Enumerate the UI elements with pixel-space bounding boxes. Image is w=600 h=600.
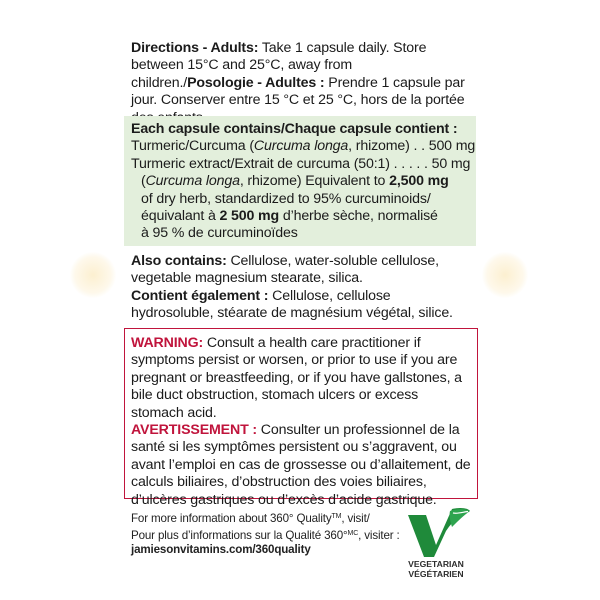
sun-watermark-icon <box>482 252 528 298</box>
trademark-mark: MC <box>347 529 359 537</box>
vegetarian-label-en: VEGETARIAN <box>408 559 464 569</box>
footer-text: Pour plus d’informations sur la Qualité 360° <box>131 528 348 542</box>
trademark-mark: TM <box>331 513 342 520</box>
ingredient-amount: 2,500 mg <box>389 173 449 190</box>
also-text-en: Cellulose, water-soluble cellulose, vegetable magnesium stearate, silica. <box>131 253 439 287</box>
footer-text: For more information about 360° Quality <box>131 512 332 525</box>
quality-line-en <box>131 510 411 527</box>
ingredient-text: équivalant à <box>141 208 220 225</box>
ingredient-standardized: of dry herb, standardized to 95% curcuminoids/ <box>141 190 431 207</box>
footer-text: , visit/ <box>341 512 370 525</box>
quality-info <box>131 510 411 558</box>
directions-heading-en: Directions - Adults: <box>131 40 259 56</box>
ingredient-text: , rhizome) Equivalent to <box>239 173 390 190</box>
footer-text: , visiter : <box>358 528 400 542</box>
latin-name: Curcuma longa <box>145 173 240 190</box>
warning-section <box>131 335 473 509</box>
warning-heading-en: WARNING: <box>131 335 204 351</box>
ingredient-equivalent <box>131 173 471 190</box>
quality-line-fr <box>131 527 411 544</box>
directions-heading-fr: Posologie - Adultes : <box>187 74 325 91</box>
directions-section <box>131 40 476 127</box>
ingredient-standardized-fr: à 95 % de curcuminoïdes <box>141 225 298 242</box>
ingredient-text: Turmeric/Curcuma ( <box>131 138 254 155</box>
also-text-fr: Cellulose, cellulose hydrosoluble, stéarate de magnésium végétal, silice. <box>131 287 453 322</box>
also-heading-fr: Contient également : <box>131 287 269 304</box>
vegetarian-label-fr: VÉGÉTARIEN <box>408 569 464 579</box>
leaf-v-icon <box>400 505 472 561</box>
quality-url[interactable]: jamiesonvitamins.com/360quality <box>131 543 311 557</box>
warning-heading-fr: AVERTISSEMENT : <box>131 422 257 439</box>
vegetarian-label <box>400 559 472 579</box>
ingredients-heading: Each capsule contains/Chaque capsule contient : <box>131 121 458 137</box>
ingredient-turmeric <box>131 138 476 155</box>
latin-name: Curcuma longa <box>253 138 349 155</box>
directions-text-en: Take 1 capsule daily. Store between 15°C and 25°C, away from children./ <box>131 40 427 91</box>
ingredient-equivalent-fr <box>131 208 471 225</box>
directions-text-fr: Prendre 1 capsule par jour. Conserver entre 15 °C et 25 °C, hors de la portée <box>131 74 465 109</box>
vegetarian-badge <box>400 505 472 583</box>
warning-text-fr: Consulter un professionnel de la santé si les symptômes persistent ou s’aggravent, ou avant l’emploi en cas de grossesse ou d’allaitement, de calculs biliaires, d’obstruction des voies biliaires, d’ulcères gastriques ou d’excès d’acide gastrique. <box>131 422 471 508</box>
ingredient-amount: 2 500 mg <box>219 208 280 225</box>
ingredient-text: d’herbe sèche, normalisé <box>279 208 438 225</box>
ingredients-section <box>131 121 476 243</box>
sun-watermark-icon <box>70 252 116 298</box>
ingredient-text: ( <box>141 173 146 190</box>
also-heading-en: Also contains: <box>131 253 227 269</box>
ingredient-text: , rhizome) . . 500 mg <box>348 138 476 155</box>
warning-text-en: Consult a health care practitioner if symptoms persist or worsen, or prior to use if you are pregnant or breastfeeding, or if you have gallstones, a bile duct obstruction, stomach ulcers or excess stomach acid. <box>131 335 462 421</box>
also-contains-section <box>131 253 476 323</box>
ingredient-turmeric-extract: Turmeric extract/Extrait de curcuma (50:1) . . . . . 50 mg <box>131 155 471 172</box>
